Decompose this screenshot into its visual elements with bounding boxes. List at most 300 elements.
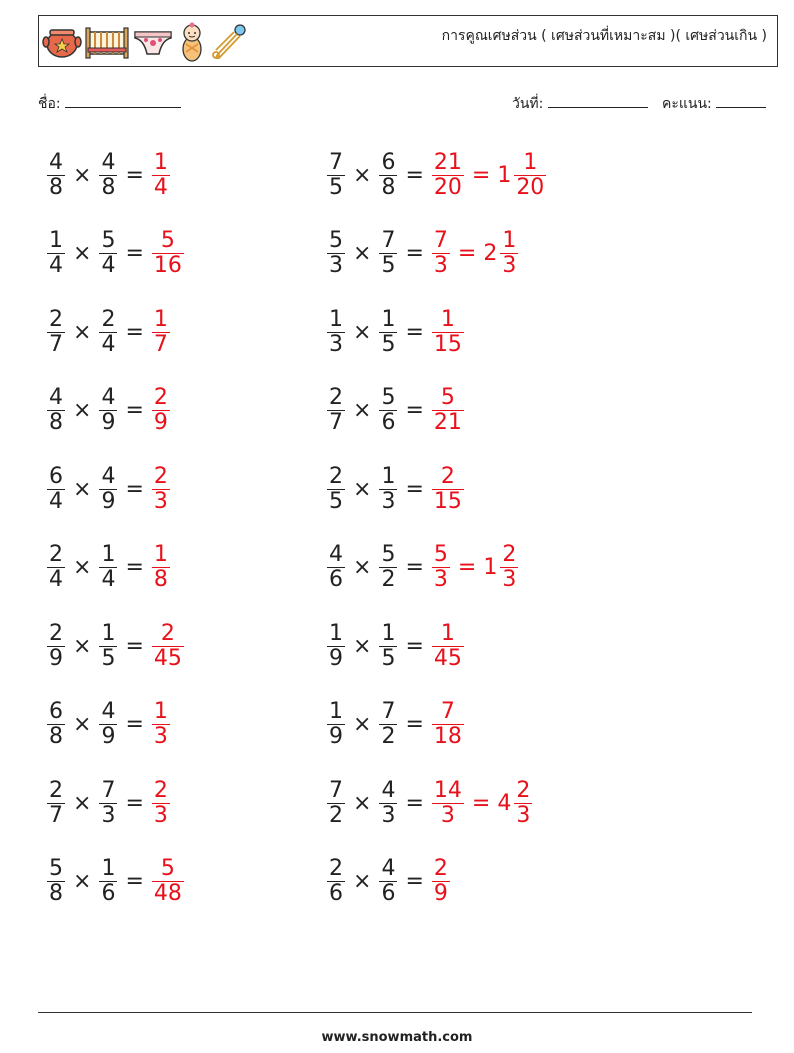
second-fraction xyxy=(379,779,397,828)
first-fraction xyxy=(327,229,345,278)
equals-sign: = xyxy=(405,241,424,266)
problem xyxy=(324,771,535,835)
second-fraction-denominator: 4 xyxy=(101,331,116,357)
answer-fraction-numerator: 14 xyxy=(433,777,462,803)
problem xyxy=(44,222,187,286)
second-fraction-denominator: 5 xyxy=(381,253,396,278)
second-fraction xyxy=(99,622,117,671)
equals-sign: = xyxy=(405,162,424,188)
first-fraction-numerator: 1 xyxy=(329,620,343,646)
answer xyxy=(429,308,467,357)
first-fraction-numerator: 5 xyxy=(49,856,63,881)
equals-sign: = xyxy=(125,319,144,345)
first-fraction-denominator: 8 xyxy=(49,881,63,906)
answer-fraction-denominator: 3 xyxy=(153,802,168,828)
answer-fraction xyxy=(152,151,170,200)
first-fraction xyxy=(47,779,65,828)
times-sign: × xyxy=(353,790,372,816)
second-fraction-numerator: 4 xyxy=(381,856,396,881)
answer-fraction-numerator: 1 xyxy=(153,542,168,567)
first-fraction-numerator: 2 xyxy=(329,385,343,410)
mixed-fraction xyxy=(514,151,546,200)
first-fraction xyxy=(327,700,345,749)
answer-fraction xyxy=(152,465,170,514)
answer xyxy=(429,622,467,671)
mixed-equals-sign: = xyxy=(471,790,491,816)
first-fraction-denominator: 2 xyxy=(329,802,343,828)
answer-fraction-denominator: 8 xyxy=(153,567,168,592)
second-fraction xyxy=(99,465,117,514)
answer-fraction-numerator: 7 xyxy=(433,228,448,253)
problem xyxy=(44,693,173,757)
times-sign: × xyxy=(73,476,92,502)
first-fraction-numerator: 2 xyxy=(49,306,63,332)
answer xyxy=(149,857,187,906)
first-fraction-numerator: 7 xyxy=(329,777,343,803)
footer-url: www.snowmath.com xyxy=(321,1030,473,1045)
equals-sign: = xyxy=(405,790,424,816)
mixed-fraction-numerator: 1 xyxy=(523,149,538,175)
pot-icon xyxy=(42,24,82,60)
second-fraction xyxy=(99,543,117,592)
second-fraction-numerator: 1 xyxy=(381,620,396,646)
second-fraction-numerator: 4 xyxy=(101,149,116,175)
first-fraction-numerator: 6 xyxy=(49,463,63,489)
first-fraction xyxy=(327,543,345,592)
problem xyxy=(324,536,521,600)
second-fraction xyxy=(379,465,397,514)
baby-icon xyxy=(177,22,207,62)
answer-fraction-denominator: 3 xyxy=(440,802,455,828)
first-fraction-numerator: 2 xyxy=(329,463,343,489)
answer-fraction-denominator: 15 xyxy=(433,331,462,357)
equals-sign: = xyxy=(125,555,144,580)
first-fraction xyxy=(327,857,345,906)
first-fraction-numerator: 4 xyxy=(49,385,63,410)
problem xyxy=(324,300,467,364)
name-blank[interactable] xyxy=(65,93,181,108)
second-fraction-denominator: 5 xyxy=(381,645,396,671)
first-fraction-denominator: 7 xyxy=(49,802,63,828)
answer-fraction-denominator: 3 xyxy=(153,488,168,514)
first-fraction xyxy=(327,622,345,671)
answer xyxy=(149,622,187,671)
second-fraction-numerator: 6 xyxy=(381,149,396,175)
times-sign: × xyxy=(353,476,372,502)
first-fraction-denominator: 5 xyxy=(329,174,343,200)
mixed-fraction-numerator: 2 xyxy=(516,777,531,803)
answer-fraction-denominator: 45 xyxy=(433,645,462,671)
mixed-fraction xyxy=(500,543,518,592)
first-fraction-numerator: 4 xyxy=(329,542,343,567)
second-fraction xyxy=(379,386,397,435)
answer-fraction xyxy=(432,229,450,278)
answer-fraction xyxy=(152,386,170,435)
first-fraction-denominator: 4 xyxy=(49,253,63,278)
name-label: ชื่อ: xyxy=(38,96,61,112)
equals-sign: = xyxy=(405,712,424,737)
times-sign: × xyxy=(73,398,92,423)
times-sign: × xyxy=(73,633,92,659)
second-fraction xyxy=(99,386,117,435)
times-sign: × xyxy=(73,241,92,266)
answer xyxy=(429,779,535,828)
second-fraction-numerator: 1 xyxy=(381,306,396,332)
problem-grid xyxy=(44,143,764,923)
answer-fraction xyxy=(432,622,464,671)
answer-fraction xyxy=(432,700,464,749)
answer-fraction-denominator: 9 xyxy=(153,410,168,435)
first-fraction-denominator: 9 xyxy=(329,645,343,671)
second-fraction-numerator: 1 xyxy=(101,856,116,881)
problem xyxy=(324,693,467,757)
second-fraction xyxy=(99,151,117,200)
answer-fraction xyxy=(432,386,464,435)
first-fraction-denominator: 9 xyxy=(49,645,63,671)
second-fraction-numerator: 4 xyxy=(101,463,116,489)
second-fraction-denominator: 8 xyxy=(381,174,396,200)
equals-sign: = xyxy=(405,319,424,345)
first-fraction xyxy=(47,543,65,592)
first-fraction-denominator: 9 xyxy=(329,724,343,749)
answer-fraction xyxy=(152,543,170,592)
date-blank[interactable] xyxy=(548,93,648,108)
first-fraction-numerator: 4 xyxy=(49,149,63,175)
worksheet-header xyxy=(38,15,778,67)
first-fraction-numerator: 6 xyxy=(49,699,63,724)
worksheet-title: การคูณเศษส่วน ( เศษส่วนที่เหมาะสม )( เศษส่วนเกิน ) xyxy=(441,28,767,44)
equals-sign: = xyxy=(405,555,424,580)
answer-fraction-numerator: 1 xyxy=(153,149,168,175)
second-fraction-denominator: 4 xyxy=(101,567,116,592)
second-fraction xyxy=(379,151,397,200)
first-fraction-denominator: 8 xyxy=(49,724,63,749)
crib-icon xyxy=(85,24,129,60)
first-fraction-denominator: 6 xyxy=(329,567,343,592)
times-sign: × xyxy=(353,555,372,580)
mixed-fraction-denominator: 3 xyxy=(516,802,531,828)
first-fraction xyxy=(47,857,65,906)
answer xyxy=(429,229,521,278)
answer-fraction-numerator: 1 xyxy=(153,306,168,332)
problem xyxy=(324,222,521,286)
first-fraction-denominator: 6 xyxy=(329,881,343,906)
answer-fraction-numerator: 1 xyxy=(440,620,455,646)
score-field xyxy=(662,93,766,115)
second-fraction xyxy=(379,543,397,592)
answer xyxy=(429,386,467,435)
second-fraction-denominator: 3 xyxy=(101,802,116,828)
first-fraction-numerator: 2 xyxy=(49,777,63,803)
answer-fraction-denominator: 15 xyxy=(433,488,462,514)
answer-fraction-denominator: 16 xyxy=(153,253,182,278)
answer xyxy=(429,857,453,906)
date-label: วันที่: xyxy=(512,96,544,112)
answer-fraction xyxy=(432,543,450,592)
answer-fraction-denominator: 45 xyxy=(153,645,182,671)
answer-fraction-numerator: 5 xyxy=(160,856,175,881)
problem xyxy=(324,379,467,443)
answer xyxy=(149,700,173,749)
second-fraction-denominator: 8 xyxy=(101,174,116,200)
second-fraction xyxy=(379,622,397,671)
second-fraction-denominator: 3 xyxy=(381,488,396,514)
mixed-fraction-denominator: 3 xyxy=(502,567,517,592)
answer-fraction-numerator: 2 xyxy=(160,620,175,646)
first-fraction-numerator: 2 xyxy=(49,542,63,567)
second-fraction-numerator: 1 xyxy=(381,463,396,489)
first-fraction-denominator: 7 xyxy=(49,331,63,357)
problem xyxy=(44,143,173,207)
answer-fraction-denominator: 3 xyxy=(433,567,448,592)
equals-sign: = xyxy=(405,398,424,423)
first-fraction xyxy=(327,779,345,828)
second-fraction-numerator: 4 xyxy=(101,699,116,724)
answer-fraction-numerator: 2 xyxy=(153,777,168,803)
second-fraction xyxy=(379,857,397,906)
times-sign: × xyxy=(353,869,372,894)
equals-sign: = xyxy=(125,633,144,659)
times-sign: × xyxy=(353,319,372,345)
second-fraction-numerator: 5 xyxy=(101,228,116,253)
answer-fraction xyxy=(152,308,170,357)
first-fraction-numerator: 2 xyxy=(49,620,63,646)
second-fraction-numerator: 4 xyxy=(101,385,116,410)
mixed-whole: 2 xyxy=(483,241,498,266)
answer xyxy=(429,465,467,514)
answer-fraction xyxy=(152,229,184,278)
second-fraction-numerator: 7 xyxy=(381,699,396,724)
first-fraction-denominator: 5 xyxy=(329,488,343,514)
answer xyxy=(149,386,173,435)
problem xyxy=(44,614,187,678)
problem xyxy=(324,614,467,678)
second-fraction-numerator: 1 xyxy=(101,542,116,567)
first-fraction xyxy=(47,622,65,671)
name-field xyxy=(38,93,181,115)
equals-sign: = xyxy=(125,790,144,816)
first-fraction-denominator: 4 xyxy=(49,488,63,514)
times-sign: × xyxy=(73,869,92,894)
equals-sign: = xyxy=(405,476,424,502)
answer-fraction-numerator: 1 xyxy=(440,306,455,332)
times-sign: × xyxy=(73,162,92,188)
answer-fraction xyxy=(432,308,464,357)
answer xyxy=(429,151,549,200)
answer-fraction xyxy=(152,779,170,828)
equals-sign: = xyxy=(405,869,424,894)
second-fraction-denominator: 6 xyxy=(381,410,396,435)
mixed-whole: 1 xyxy=(483,555,498,580)
times-sign: × xyxy=(73,790,92,816)
problem xyxy=(324,850,453,914)
first-fraction xyxy=(327,386,345,435)
first-fraction-denominator: 3 xyxy=(329,253,343,278)
diaper-icon xyxy=(132,24,174,60)
problem xyxy=(44,300,173,364)
first-fraction-numerator: 7 xyxy=(329,149,343,175)
answer-fraction-denominator: 21 xyxy=(433,410,462,435)
date-field xyxy=(512,93,648,115)
times-sign: × xyxy=(353,162,372,188)
problem xyxy=(44,379,173,443)
answer-fraction-numerator: 2 xyxy=(440,463,455,489)
answer-fraction xyxy=(432,857,450,906)
second-fraction-denominator: 2 xyxy=(381,724,396,749)
first-fraction-denominator: 8 xyxy=(49,174,63,200)
mixed-whole: 4 xyxy=(497,790,512,816)
mixed-fraction-denominator: 20 xyxy=(516,174,545,200)
score-label: คะแนน: xyxy=(662,96,712,112)
first-fraction xyxy=(47,151,65,200)
first-fraction-numerator: 2 xyxy=(329,856,343,881)
answer-fraction-denominator: 9 xyxy=(433,881,448,906)
answer xyxy=(149,779,173,828)
equals-sign: = xyxy=(125,241,144,266)
answer xyxy=(429,700,467,749)
second-fraction-numerator: 5 xyxy=(381,385,396,410)
first-fraction-denominator: 3 xyxy=(329,331,343,357)
problem xyxy=(44,536,173,600)
answer-fraction-numerator: 5 xyxy=(433,542,448,567)
answer-fraction xyxy=(432,779,464,828)
equals-sign: = xyxy=(125,869,144,894)
first-fraction xyxy=(47,386,65,435)
mixed-equals-sign: = xyxy=(471,162,491,188)
times-sign: × xyxy=(73,555,92,580)
times-sign: × xyxy=(353,398,372,423)
mixed-fraction-numerator: 1 xyxy=(502,228,517,253)
answer-fraction xyxy=(432,465,464,514)
first-fraction xyxy=(327,151,345,200)
answer-fraction xyxy=(152,857,184,906)
second-fraction xyxy=(379,229,397,278)
equals-sign: = xyxy=(125,712,144,737)
answer xyxy=(149,543,173,592)
first-fraction xyxy=(47,229,65,278)
footer-divider xyxy=(38,1012,752,1013)
first-fraction xyxy=(47,465,65,514)
mixed-fraction xyxy=(500,229,518,278)
first-fraction xyxy=(47,700,65,749)
score-blank[interactable] xyxy=(716,93,766,108)
answer-fraction-numerator: 5 xyxy=(160,228,175,253)
safety-pin-icon xyxy=(210,22,250,62)
first-fraction-denominator: 8 xyxy=(49,410,63,435)
answer-fraction-denominator: 7 xyxy=(153,331,168,357)
answer xyxy=(149,151,173,200)
second-fraction-denominator: 9 xyxy=(101,488,116,514)
mixed-equals-sign: = xyxy=(457,241,477,266)
answer-fraction-denominator: 4 xyxy=(153,174,168,200)
equals-sign: = xyxy=(405,633,424,659)
second-fraction-denominator: 6 xyxy=(381,881,396,906)
second-fraction-denominator: 4 xyxy=(101,253,116,278)
times-sign: × xyxy=(353,241,372,266)
second-fraction xyxy=(99,229,117,278)
problem xyxy=(44,850,187,914)
second-fraction-denominator: 5 xyxy=(101,645,116,671)
answer xyxy=(429,543,521,592)
first-fraction-numerator: 1 xyxy=(49,228,63,253)
answer xyxy=(149,229,187,278)
problem xyxy=(324,457,467,521)
equals-sign: = xyxy=(125,162,144,188)
second-fraction-denominator: 9 xyxy=(101,410,116,435)
times-sign: × xyxy=(353,712,372,737)
second-fraction-numerator: 2 xyxy=(101,306,116,332)
second-fraction xyxy=(379,700,397,749)
second-fraction-numerator: 7 xyxy=(381,228,396,253)
answer-fraction-numerator: 21 xyxy=(433,149,462,175)
mixed-equals-sign: = xyxy=(457,555,477,580)
second-fraction xyxy=(99,308,117,357)
answer-fraction-denominator: 3 xyxy=(153,724,168,749)
mixed-whole: 1 xyxy=(497,162,512,188)
mixed-fraction-denominator: 3 xyxy=(502,253,517,278)
second-fraction-numerator: 4 xyxy=(381,777,396,803)
first-fraction-denominator: 7 xyxy=(329,410,343,435)
first-fraction-denominator: 4 xyxy=(49,567,63,592)
second-fraction-denominator: 2 xyxy=(381,567,396,592)
first-fraction xyxy=(327,308,345,357)
first-fraction xyxy=(47,308,65,357)
second-fraction-numerator: 5 xyxy=(381,542,396,567)
first-fraction-numerator: 1 xyxy=(329,699,343,724)
second-fraction xyxy=(379,308,397,357)
answer-fraction-numerator: 2 xyxy=(153,385,168,410)
header-icons xyxy=(42,22,250,62)
first-fraction-numerator: 5 xyxy=(329,228,343,253)
times-sign: × xyxy=(353,633,372,659)
second-fraction-denominator: 5 xyxy=(381,331,396,357)
mixed-fraction-numerator: 2 xyxy=(502,542,517,567)
equals-sign: = xyxy=(125,476,144,502)
second-fraction xyxy=(99,779,117,828)
answer xyxy=(149,465,173,514)
times-sign: × xyxy=(73,712,92,737)
answer-fraction-numerator: 2 xyxy=(433,856,448,881)
second-fraction-numerator: 1 xyxy=(101,620,116,646)
answer-fraction-denominator: 20 xyxy=(433,174,462,200)
answer-fraction xyxy=(152,700,170,749)
first-fraction-numerator: 1 xyxy=(329,306,343,332)
mixed-fraction xyxy=(514,779,532,828)
answer-fraction-numerator: 5 xyxy=(440,385,455,410)
answer-fraction-numerator: 1 xyxy=(153,699,168,724)
answer-fraction-numerator: 7 xyxy=(440,699,455,724)
answer-fraction xyxy=(432,151,464,200)
first-fraction xyxy=(327,465,345,514)
answer xyxy=(149,308,173,357)
answer-fraction-denominator: 3 xyxy=(433,253,448,278)
second-fraction-denominator: 3 xyxy=(381,802,396,828)
answer-fraction xyxy=(152,622,184,671)
problem xyxy=(44,771,173,835)
second-fraction xyxy=(99,700,117,749)
second-fraction-denominator: 9 xyxy=(101,724,116,749)
second-fraction-denominator: 6 xyxy=(101,881,116,906)
second-fraction xyxy=(99,857,117,906)
problem xyxy=(44,457,173,521)
problem xyxy=(324,143,549,207)
answer-fraction-denominator: 18 xyxy=(433,724,462,749)
answer-fraction-numerator: 2 xyxy=(153,463,168,489)
equals-sign: = xyxy=(125,398,144,423)
times-sign: × xyxy=(73,319,92,345)
second-fraction-numerator: 7 xyxy=(101,777,116,803)
answer-fraction-denominator: 48 xyxy=(153,881,182,906)
